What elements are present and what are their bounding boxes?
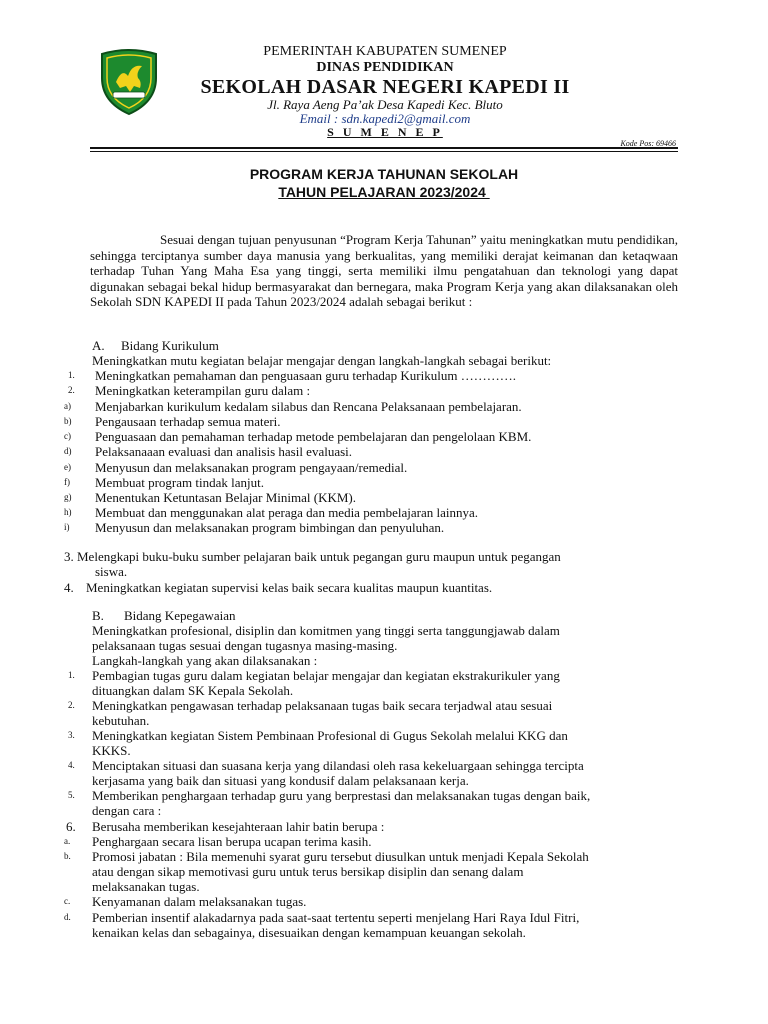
list-marker: d. bbox=[64, 912, 71, 922]
list-marker: 1. bbox=[68, 370, 75, 380]
list-item: Pelaksanaaan evaluasi dan analisis hasil evaluasi. bbox=[95, 444, 353, 459]
list-marker: 6. bbox=[66, 819, 76, 834]
section-b-marker: B. bbox=[92, 608, 104, 623]
list-item-continued: kerjasama yang baik dan situasi yang kondusif dalam pelaksanaan kerja. bbox=[92, 773, 469, 788]
list-item: Kenyamanan dalam melaksanakan tugas. bbox=[92, 894, 307, 909]
list-item: Meningkatkan pemahaman dan penguasaan guru terhadap Kurikulum …………. bbox=[95, 368, 516, 383]
list-marker: e) bbox=[64, 462, 71, 472]
section-b-heading: Bidang Kepegawaian bbox=[124, 608, 236, 623]
letterhead-city: S U M E N E P bbox=[327, 125, 443, 139]
list-item: Penghargaan secara lisan berupa ucapan terima kasih. bbox=[92, 834, 372, 849]
list-marker: c. bbox=[64, 896, 71, 906]
section-b-lead: Meningkatkan profesional, disiplin dan komitmen yang tinggi serta tanggungjawab dalam bbox=[92, 623, 560, 638]
list-marker: b. bbox=[64, 851, 71, 861]
list-marker: d) bbox=[64, 446, 72, 456]
postal-code: Kode Pos: 69466 bbox=[620, 139, 676, 148]
list-item: Promosi jabatan : Bila memenuhi syarat guru tersebut diusulkan untuk menjadi Kepala Sekolah bbox=[92, 849, 589, 864]
list-marker: 2. bbox=[68, 700, 75, 710]
list-marker: c) bbox=[64, 431, 71, 441]
list-item: Menentukan Ketuntasan Belajar Minimal (KKM). bbox=[95, 490, 357, 505]
list-item: Berusaha memberikan kesejahteraan lahir batin berupa : bbox=[92, 819, 385, 834]
list-item: Menciptakan situasi dan suasana kerja yang dilandasi oleh rasa kekeluargaan sehingga tercipta bbox=[92, 758, 584, 773]
letterhead-rule-thick bbox=[90, 147, 678, 149]
list-marker: 2. bbox=[68, 385, 75, 395]
list-item: 3. Melengkapi buku-buku sumber pelajaran baik untuk pegangan guru maupun untuk pegangan bbox=[64, 549, 561, 564]
list-item: Pemberian insentif alakadarnya pada saat-saat tertentu seperti menjelang Hari Raya Idul Fitri, bbox=[92, 910, 580, 925]
list-marker: a. bbox=[64, 836, 71, 846]
list-item: Memberikan penghargaan terhadap guru yang berprestasi dan melaksanakan tugas dengan baik, bbox=[92, 788, 591, 803]
list-item: Meningkatkan keterampilan guru dalam : bbox=[95, 383, 311, 398]
letterhead-email[interactable]: Email : sdn.kapedi2@gmail.com bbox=[299, 111, 471, 126]
list-marker: 1. bbox=[68, 670, 75, 680]
document-title: PROGRAM KERJA TAHUNAN SEKOLAH bbox=[249, 166, 519, 182]
list-item: Membuat dan menggunakan alat peraga dan media pembelajaran lainnya. bbox=[95, 505, 478, 520]
section-a-marker: A. bbox=[92, 338, 105, 353]
list-marker: a) bbox=[64, 401, 71, 411]
list-item: Pengausaan terhadap semua materi. bbox=[95, 414, 281, 429]
list-marker: g) bbox=[64, 492, 72, 502]
list-item: Meningkatkan kegiatan Sistem Pembinaan Profesional di Gugus Sekolah melalui KKG dan bbox=[92, 728, 568, 743]
list-item-continued: atau dengan sikap memotivasi guru untuk terus bersikap disiplin dan senang dalam bbox=[92, 864, 524, 879]
list-item: Menjabarkan kurikulum kedalam silabus dan Rencana Pelaksanaan pembelajaran. bbox=[95, 399, 522, 414]
letterhead-rule-thin bbox=[90, 151, 678, 152]
list-marker: 4. bbox=[68, 760, 75, 770]
list-marker: b) bbox=[64, 416, 72, 426]
list-marker: 4. bbox=[64, 580, 74, 595]
list-item: Penguasaan dan pemahaman terhadap metode pembelajaran dan pengelolaan KBM. bbox=[95, 429, 532, 444]
letterhead-address: Jl. Raya Aeng Pa’ak Desa Kapedi Kec. Bluto bbox=[267, 97, 503, 112]
document-subtitle: TAHUN PELAJARAN 2023/2024 bbox=[278, 184, 490, 200]
list-marker: 3. bbox=[68, 730, 75, 740]
section-a-lead: Meningkatkan mutu kegiatan belajar mengajar dengan langkah-langkah sebagai berikut: bbox=[92, 353, 552, 368]
list-item-continued: kenaikan kelas dan sebagainya, disesuaikan dengan kemampuan keuangan sekolah. bbox=[92, 925, 526, 940]
list-item-continued: kebutuhan. bbox=[92, 713, 150, 728]
letterhead-government: PEMERINTAH KABUPATEN SUMENEP bbox=[263, 44, 507, 59]
list-item-continued: dengan cara : bbox=[92, 803, 162, 818]
letterhead-school-name: SEKOLAH DASAR NEGERI KAPEDI II bbox=[200, 76, 570, 98]
list-item: Meningkatkan kegiatan supervisi kelas baik secara kualitas maupun kuantitas. bbox=[86, 580, 493, 595]
section-b-lead-continued: pelaksanaan tugas sesuai dengan tugasnya masing-masing. bbox=[92, 638, 398, 653]
list-item-continued: melaksanakan tugas. bbox=[92, 879, 200, 894]
letterhead-department: DINAS PENDIDIKAN bbox=[316, 60, 454, 75]
list-marker: 5. bbox=[68, 790, 75, 800]
intro-paragraph: Sesuai dengan tujuan penyusunan “Program Kerja Tahunan” yaitu meningkatkan mutu pendidikan, sehingga terciptanya sumber daya manusia yang berkualitas, yang memiliki derajat keimanan dan ketaqwaan terhadap Tuhan Yang Maha Esa yang tinggi, serta memiliki ilmu pengatahuan dan teknologi yang dapat digunakan sebagai bekal hidup bermasyarakat dan bernegara, maka Program Kerja yang akan dilaksanakan oleh Sekolah SDN KAPEDI II pada Tahun 2023/2024 adalah sebagai berikut : bbox=[90, 232, 678, 309]
section-b-steps-label: Langkah-langkah yang akan dilaksanakan : bbox=[92, 653, 318, 668]
list-item-continued: KKKS. bbox=[92, 743, 131, 758]
list-item: Menyusun dan melaksanakan program pengayaan/remedial. bbox=[95, 460, 408, 475]
list-marker: h) bbox=[64, 507, 72, 517]
list-item-continued: dituangkan dalam SK Kepala Sekolah. bbox=[92, 683, 294, 698]
list-item: Membuat program tindak lanjut. bbox=[95, 475, 264, 490]
list-item: Meningkatkan pengawasan terhadap pelaksanaan tugas baik secara terjadwal atau sesuai bbox=[92, 698, 553, 713]
list-marker: i) bbox=[64, 522, 70, 532]
list-item: Pembagian tugas guru dalam kegiatan belajar mengajar dan kegiatan ekstrakurikuler yang bbox=[92, 668, 560, 683]
section-a-heading: Bidang Kurikulum bbox=[121, 338, 219, 353]
list-item: Menyusun dan melaksanakan program bimbingan dan penyuluhan. bbox=[95, 520, 445, 535]
list-item-continued: siswa. bbox=[95, 564, 128, 579]
list-marker: f) bbox=[64, 477, 70, 487]
